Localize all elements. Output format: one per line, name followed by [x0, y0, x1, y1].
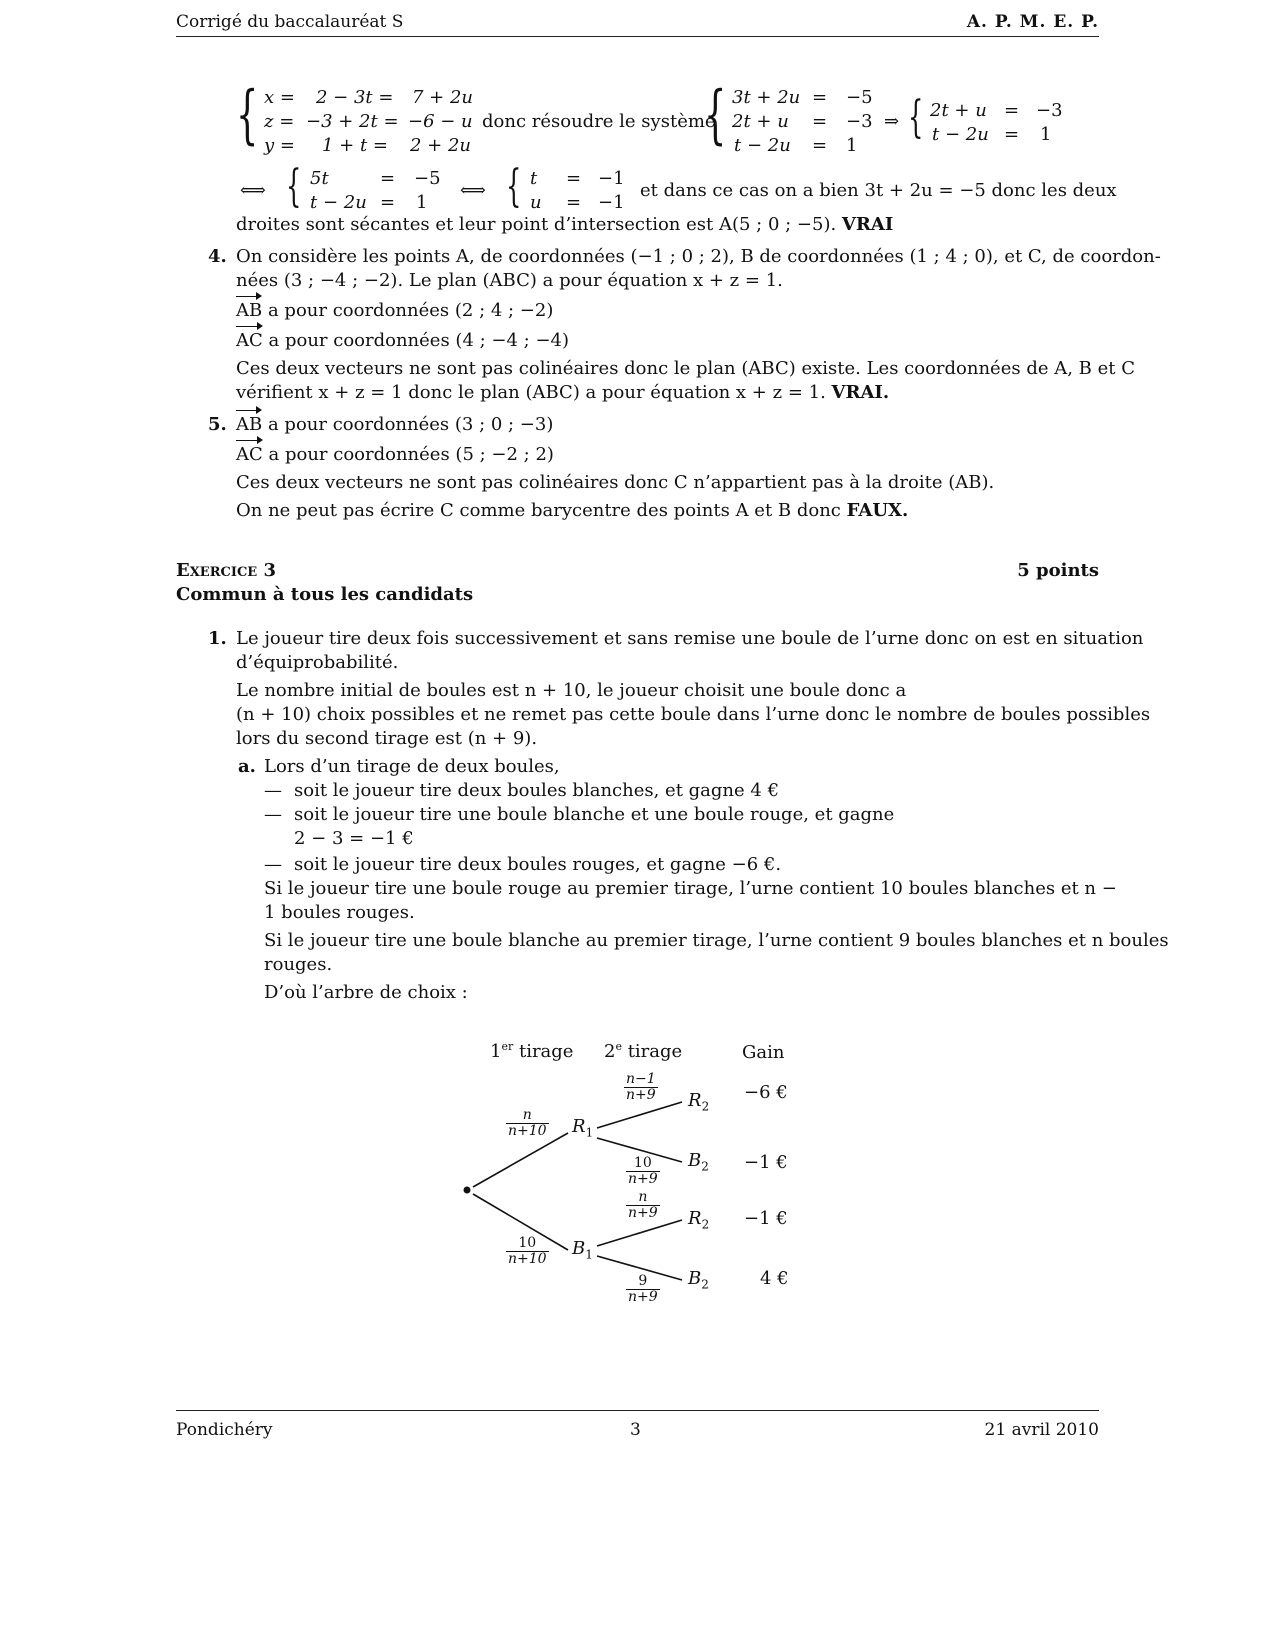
brace-left-3: {	[908, 92, 924, 143]
sys5-r1-eq: =	[566, 168, 582, 189]
ex3-a-label: a.	[238, 756, 256, 777]
exercise-title: Exercice 3	[176, 560, 276, 581]
running-header-org: A. P. M. E. P.	[966, 12, 1099, 32]
prob-R1	[506, 1108, 549, 1138]
q4-number: 4.	[208, 246, 227, 267]
brace-left-4: {	[286, 161, 302, 212]
prob-R1R2-num: n−1	[626, 1071, 656, 1087]
node-R1: $R_1$	[572, 1116, 594, 1140]
brace-left-2: {	[704, 78, 727, 152]
ex3-r2a: Si le joueur tire une boule blanche au premier tirage, l’urne contient 9 boules blanches et n boules	[264, 930, 1169, 951]
sys1-r3-c2: 1 + t =	[322, 135, 389, 156]
footer-location: Pondichéry	[176, 1420, 273, 1440]
sys5-r2-lhs: u	[530, 192, 542, 213]
q4-ac-text: a pour coordonnées (4 ; −4 ; −4)	[268, 330, 569, 351]
exercise-subtitle: Commun à tous les candidats	[176, 584, 474, 605]
vector-ab: AB	[236, 300, 263, 321]
sys4-r2-eq: =	[380, 192, 396, 213]
sys4-r1-rhs: −5	[414, 168, 441, 189]
q4-line5: Ces deux vecteurs ne sont pas colinéaires donc le plan (ABC) existe. Les coordonnées de A, B et C	[236, 358, 1135, 379]
q4-line1: On considère les points A, de coordonnées (−1 ; 0 ; 2), B de coordonnées (1 ; 4 ; 0), et C, de coordon-	[236, 246, 1161, 267]
q5-line4-text: On ne peut pas écrire C comme barycentre des points A et B donc	[236, 500, 841, 521]
prob-B1	[506, 1236, 549, 1266]
prob-B1R2-num: n	[626, 1190, 660, 1206]
sys3-r2-rhs: 1	[1040, 124, 1052, 145]
verdict-q4: VRAI.	[831, 382, 890, 403]
bullet-dash-2: —	[264, 804, 282, 825]
sys4-r1-eq: =	[380, 168, 396, 189]
footer-rule	[176, 1410, 1099, 1411]
sys2-r2-lhs: 2t + u	[732, 111, 789, 132]
sys2-r3-eq: =	[812, 135, 828, 156]
ex3-r1b: 1 boules rouges.	[264, 902, 415, 923]
footer-date: 21 avril 2010	[984, 1420, 1099, 1440]
sys4-r2-lhs: t − 2u	[310, 192, 367, 213]
bullet-2b: 2 − 3 = −1 €	[294, 828, 414, 849]
q5-ac-coords	[236, 444, 554, 465]
verdict-q5: FAUX.	[846, 500, 909, 521]
prob-R1B2-num: 10	[626, 1156, 660, 1172]
q4-ab-coords	[236, 300, 553, 321]
bullet-3: soit le joueur tire deux boules rouges, et gagne −6 €.	[294, 854, 782, 875]
prob-R1-num: n	[506, 1108, 549, 1124]
sys2-r1-rhs: −5	[846, 87, 873, 108]
gain-B1R2: −1 €	[744, 1208, 788, 1229]
q4-line6-text: vérifient x + z = 1 donc le plan (ABC) a pour équation x + z = 1.	[236, 382, 826, 403]
sys1-r1-c2: 2 − 3t =	[316, 87, 394, 108]
prob-R1-den: n+10	[508, 1122, 547, 1139]
intersection-conclusion-text: droites sont sécantes et leur point d’intersection est A(5 ; 0 ; −5).	[236, 214, 837, 235]
prob-B1R2-den: n+9	[628, 1204, 658, 1221]
sys5-r1-lhs: t	[530, 168, 538, 189]
node-R1R2: $R_2$	[688, 1090, 710, 1114]
node-B1R2: $R_2$	[688, 1208, 710, 1232]
prob-R1B2	[626, 1156, 660, 1186]
system-connector-text: donc résoudre le système	[482, 111, 716, 132]
sys3-r1-lhs: 2t + u	[930, 100, 987, 121]
q5-ab-text: a pour coordonnées (3 ; 0 ; −3)	[267, 414, 554, 435]
ex3-r1a: Si le joueur tire une boule rouge au premier tirage, l’urne contient 10 boules blanches et n −	[264, 878, 1117, 899]
q5-number: 5.	[208, 414, 227, 435]
q4-ab-text: a pour coordonnées (2 ; 4 ; −2)	[267, 300, 554, 321]
ex3-q1-number: 1.	[208, 628, 227, 649]
header-rule	[176, 36, 1099, 37]
ex3-p3a: (n + 10) choix possibles et ne remet pas cette boule dans l’urne donc le nombre de boules possibles	[236, 704, 1151, 725]
equiv-symbol-1: ⟺	[240, 180, 266, 201]
prob-B1-den: n+10	[508, 1250, 547, 1267]
ex3-r2b: rouges.	[264, 954, 333, 975]
sys4-r1-lhs: 5t	[310, 168, 329, 189]
q5-ac-text: a pour coordonnées (5 ; −2 ; 2)	[268, 444, 554, 465]
gain-R1B2: −1 €	[744, 1152, 788, 1173]
sys2-r1-lhs: 3t + 2u	[732, 87, 801, 108]
sys4-r2-rhs: 1	[416, 192, 428, 213]
bullet-2a: soit le joueur tire une boule blanche et une boule rouge, et gagne	[294, 804, 895, 825]
tree-intro: D’où l’arbre de choix :	[264, 982, 468, 1003]
tree-col-1-label: 1er tirage	[490, 1040, 574, 1062]
tree-col-1-header	[490, 1040, 573, 1062]
prob-B1-num: 10	[506, 1236, 549, 1252]
sys1-r3-c1: y =	[264, 135, 295, 156]
q4-line2: nées (3 ; −4 ; −2). Le plan (ABC) a pour équation x + z = 1.	[236, 270, 783, 291]
exercise-points: 5 points	[1017, 560, 1099, 581]
system-tail-text: et dans ce cas on a bien 3t + 2u = −5 donc les deux	[640, 180, 1117, 201]
sys3-r2-eq: =	[1004, 124, 1020, 145]
equiv-symbol-2: ⟺	[460, 180, 486, 201]
verdict-q3: VRAI	[841, 214, 894, 235]
sys5-r1-rhs: −1	[598, 168, 625, 189]
bullet-dash-1: —	[264, 780, 282, 801]
sys3-r1-rhs: −3	[1036, 100, 1063, 121]
node-B1: $B_1$	[572, 1238, 593, 1262]
prob-R1B2-den: n+9	[628, 1170, 658, 1187]
sys2-r2-rhs: −3	[846, 111, 873, 132]
brace-left-1: {	[236, 78, 259, 152]
q5-line3: Ces deux vecteurs ne sont pas colinéaires donc C n’appartient pas à la droite (AB).	[236, 472, 995, 493]
prob-B1B2	[626, 1274, 660, 1304]
sys3-r1-eq: =	[1004, 100, 1020, 121]
sys3-r2-lhs: t − 2u	[932, 124, 989, 145]
sys1-r1-c3: 7 + 2u	[412, 87, 474, 108]
ex3-p1a: Le joueur tire deux fois successivement et sans remise une boule de l’urne donc on est en situation	[236, 628, 1144, 649]
sys2-r2-eq: =	[812, 111, 828, 132]
sys2-r3-rhs: 1	[846, 135, 858, 156]
branch-R1-R2	[597, 1102, 682, 1128]
ex3-a-intro: Lors d’un tirage de deux boules,	[264, 756, 560, 777]
prob-R1R2-den: n+9	[626, 1086, 656, 1103]
vector-ac: AC	[236, 330, 263, 351]
prob-R1R2	[624, 1072, 658, 1102]
bullet-dash-3: —	[264, 854, 282, 875]
sys2-r3-lhs: t − 2u	[734, 135, 791, 156]
branch-root-R1	[473, 1133, 568, 1187]
node-R1B2: $B_2$	[688, 1150, 709, 1174]
ex3-p1b: d’équiprobabilité.	[236, 652, 399, 673]
node-B1B2: $B_2$	[688, 1268, 709, 1292]
q5-line4	[236, 500, 908, 521]
prob-B1B2-num: 9	[626, 1274, 660, 1290]
footer-page-number: 3	[630, 1420, 641, 1440]
gain-R1R2: −6 €	[744, 1082, 788, 1103]
vector-ac-q5: AC	[236, 444, 263, 465]
implies-symbol: ⇒	[884, 111, 900, 132]
sys1-r2-c1: z =	[264, 111, 295, 132]
tree-root-dot	[464, 1187, 471, 1194]
q5-ab-coords	[236, 414, 553, 435]
sys1-r2-c2: −3 + 2t =	[306, 111, 399, 132]
vector-ab-q5: AB	[236, 414, 263, 435]
tree-col-2-label: 2e tirage	[604, 1040, 683, 1062]
tree-col-3-header: Gain	[742, 1042, 785, 1063]
sys1-r1-c1: x =	[264, 87, 295, 108]
intersection-conclusion	[236, 214, 893, 235]
running-header-title: Corrigé du baccalauréat S	[176, 12, 404, 32]
sys1-r2-c3: −6 − u	[408, 111, 473, 132]
sys5-r2-rhs: −1	[598, 192, 625, 213]
prob-B1B2-den: n+9	[628, 1288, 658, 1305]
brace-left-5: {	[506, 161, 522, 212]
gain-B1B2: 4 €	[760, 1268, 789, 1289]
sys1-r3-c3: 2 + 2u	[410, 135, 472, 156]
branch-B1-R2	[597, 1220, 682, 1246]
tree-col-2-header	[604, 1040, 682, 1062]
sys5-r2-eq: =	[566, 192, 582, 213]
sys2-r1-eq: =	[812, 87, 828, 108]
prob-B1R2	[626, 1190, 660, 1220]
ex3-p3b: lors du second tirage est (n + 9).	[236, 728, 538, 749]
q4-ac-coords	[236, 330, 569, 351]
bullet-1: soit le joueur tire deux boules blanches, et gagne 4 €	[294, 780, 780, 801]
ex3-p2: Le nombre initial de boules est n + 10, le joueur choisit une boule donc a	[236, 680, 907, 701]
q4-line6	[236, 382, 889, 403]
